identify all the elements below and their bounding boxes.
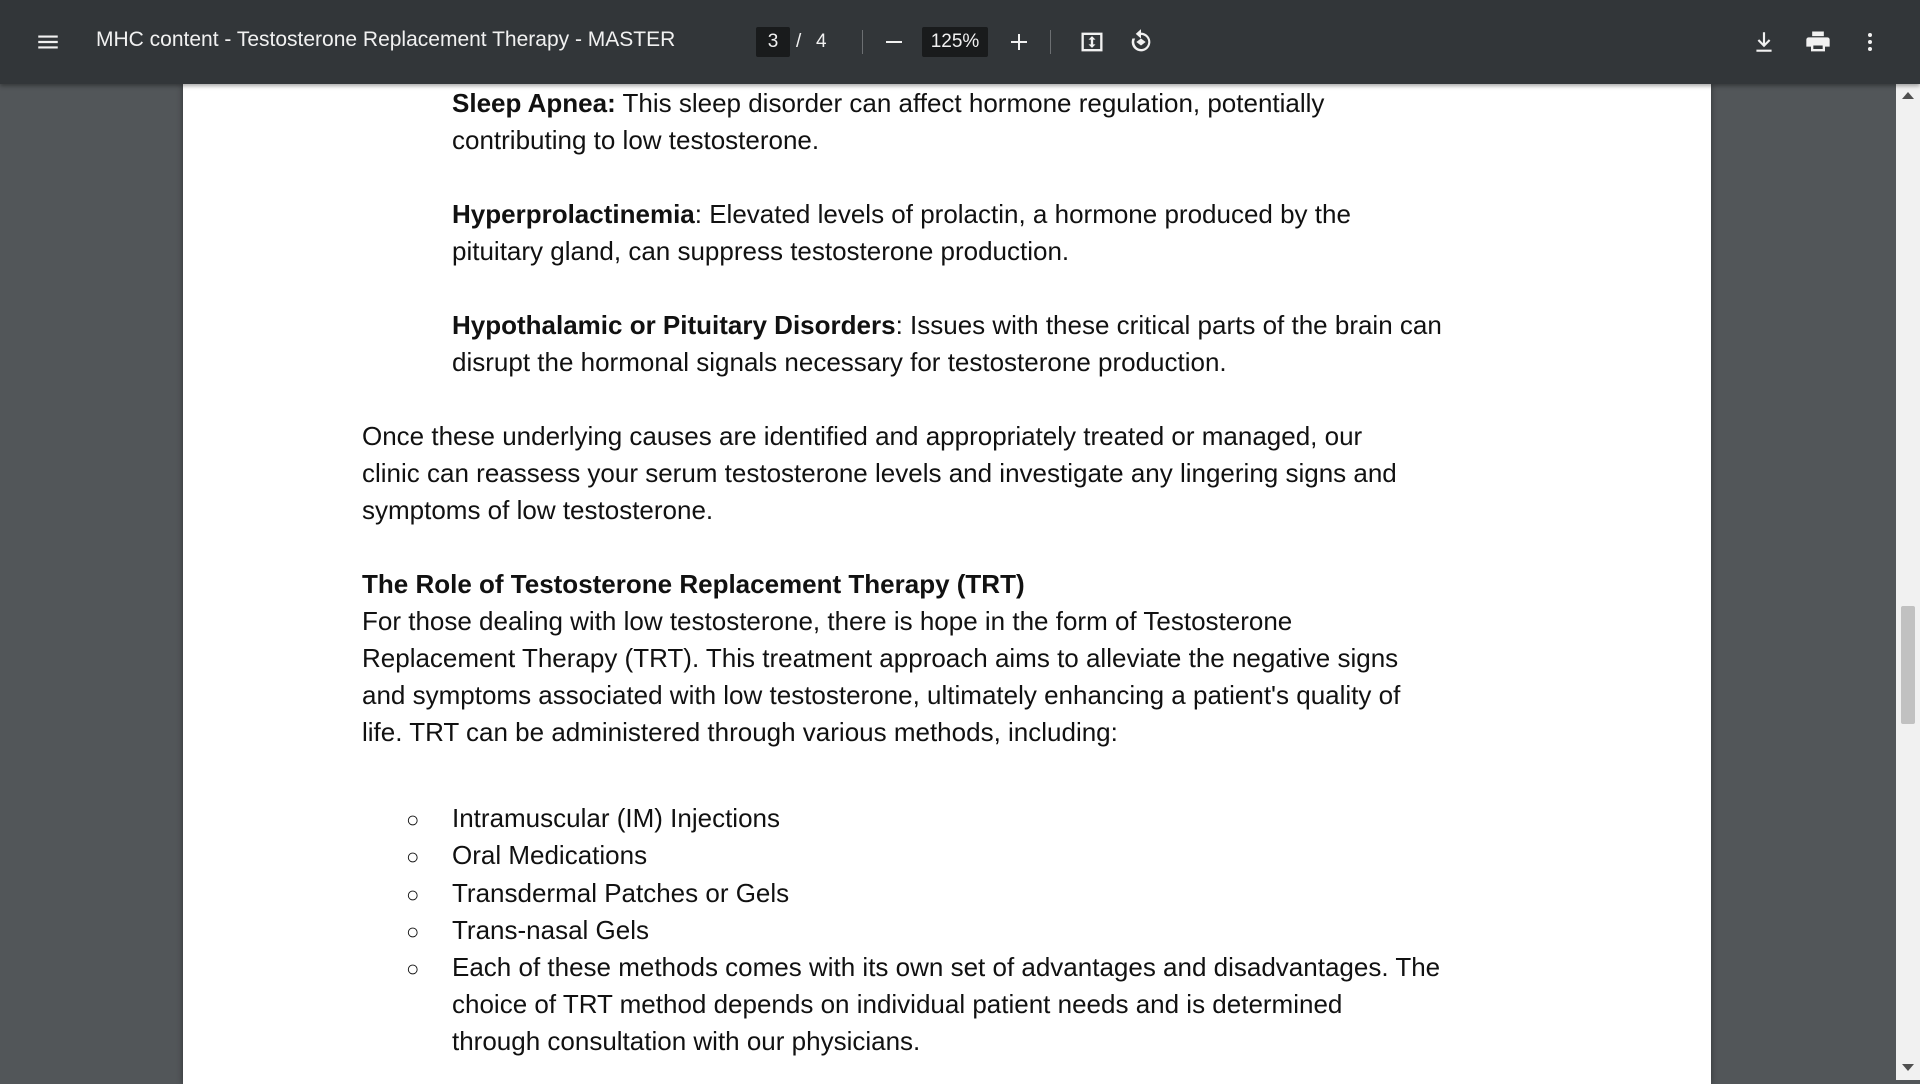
list-item: Trans-nasal Gels (452, 915, 649, 945)
paragraph-line: symptoms of low testosterone. (362, 495, 714, 525)
bullet-circle-icon: ○ (406, 844, 420, 869)
plus-icon (1007, 30, 1031, 54)
page-total: 4 (816, 31, 827, 52)
minus-icon (882, 30, 906, 54)
rotate-button[interactable] (1121, 22, 1161, 62)
print-icon (1804, 28, 1832, 56)
page-number-input[interactable]: 3 (756, 27, 790, 57)
bullet-circle-icon: ○ (406, 919, 420, 944)
fit-page-button[interactable] (1072, 22, 1112, 62)
download-icon (1751, 29, 1777, 55)
cause-hyperprolactinemia (452, 196, 1582, 270)
cause-text: This sleep disorder can affect hormone regulation, potentially (615, 88, 1325, 118)
list-item (452, 949, 1582, 1060)
paragraph-line: Once these underlying causes are identified and appropriately treated or managed, our (362, 421, 1363, 451)
pdf-page (183, 84, 1711, 1084)
toolbar-divider (862, 30, 863, 54)
scroll-down-arrow-icon[interactable] (1902, 1064, 1914, 1071)
bullet-circle-icon: ○ (406, 882, 420, 907)
paragraph-line: clinic can reassess your serum testosterone levels and investigate any lingering signs and (362, 458, 1397, 488)
paragraph-line: and symptoms associated with low testosterone, ultimately enhancing a patient's quality of (362, 680, 1401, 710)
rotate-icon (1127, 28, 1155, 56)
cause-text: disrupt the hormonal signals necessary for testosterone production. (452, 347, 1227, 377)
cause-term: Hypothalamic or Pituitary Disorders (452, 310, 896, 340)
toolbar-divider (1050, 30, 1051, 54)
bullet-circle-icon: ○ (406, 807, 420, 832)
bullet-circle-icon: ○ (406, 956, 420, 981)
list-item: Intramuscular (IM) Injections (452, 803, 780, 833)
cause-text: : Issues with these critical parts of the brain can (895, 310, 1442, 340)
more-options-button[interactable] (1850, 22, 1890, 62)
zoom-out-button[interactable] (874, 22, 914, 62)
trt-section (362, 566, 1562, 751)
list-item: Transdermal Patches or Gels (452, 878, 790, 908)
pdf-toolbar (0, 0, 1920, 84)
fit-page-icon (1078, 28, 1106, 56)
cause-text: contributing to low testosterone. (452, 125, 820, 155)
cause-text: pituitary gland, can suppress testosterone production. (452, 236, 1070, 266)
list-item-line: Each of these methods comes with its own set of advantages and disadvantages. The (452, 952, 1441, 982)
cause-sleep-apnea (452, 85, 1582, 159)
list-item: Oral Medications (452, 840, 648, 870)
more-vert-icon (1858, 30, 1882, 54)
cause-hypothalamic-pituitary (452, 307, 1582, 381)
followup-paragraph (362, 418, 1562, 529)
scroll-up-arrow-icon[interactable] (1902, 92, 1914, 99)
cause-text: : Elevated levels of prolactin, a hormone produced by the (694, 199, 1351, 229)
scrollbar[interactable] (1896, 84, 1920, 1080)
print-button[interactable] (1798, 22, 1838, 62)
zoom-in-button[interactable] (999, 22, 1039, 62)
paragraph-line: life. TRT can be administered through various methods, including: (362, 717, 1118, 747)
menu-icon[interactable] (28, 22, 68, 62)
list-item-line: choice of TRT method depends on individual patient needs and is determined (452, 989, 1343, 1019)
section-heading: The Role of Testosterone Replacement Therapy (TRT) (362, 569, 1025, 599)
document-title: MHC content - Testosterone Replacement Therapy - MASTER (96, 28, 676, 51)
paragraph-line: Replacement Therapy (TRT). This treatment approach aims to alleviate the negative signs (362, 643, 1399, 673)
page-separator: / (796, 31, 802, 52)
scroll-thumb[interactable] (1901, 606, 1915, 724)
list-item-line: through consultation with our physicians. (452, 1026, 921, 1056)
cause-term: Sleep Apnea: (452, 88, 616, 118)
cause-term: Hyperprolactinemia (452, 199, 695, 229)
zoom-input[interactable]: 125% (922, 27, 988, 57)
download-button[interactable] (1744, 22, 1784, 62)
paragraph-line: For those dealing with low testosterone, there is hope in the form of Testosterone (362, 606, 1293, 636)
